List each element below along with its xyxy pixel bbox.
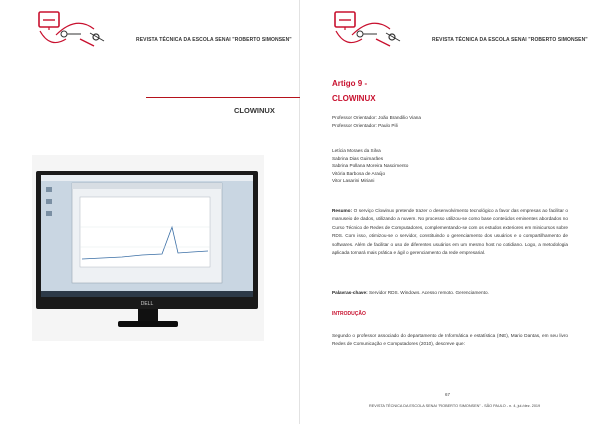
journal-logo-icon (36, 9, 106, 53)
keywords-text: Servidor RDS. Windows. Acesso remoto. Gerenciamento. (369, 290, 489, 295)
keywords-paragraph (332, 289, 568, 297)
section-title: CLOWINUX (234, 106, 275, 115)
page-footer: REVISTA TÉCNICA DA ESCOLA SENAI "ROBERTO SIMONSEN" - SÃO PAULO - n. 4, jul./dez. 2019 (369, 404, 541, 408)
advisors-list (332, 114, 421, 129)
introduction-heading: INTRODUÇÃO (332, 311, 366, 317)
article-title: CLOWINUX (332, 94, 376, 103)
page-number: 67 (445, 392, 451, 397)
keywords-label: Palavras-chave: (332, 290, 368, 295)
introduction-paragraph (332, 332, 568, 349)
authors-list (332, 147, 408, 185)
abstract-paragraph (332, 207, 568, 257)
introduction-text: Segundo o professor associado do departamento de Informática e estatística (INE), Mario Dantas, em seu livro Redes de Comunicação e Computadores (2010), descreve que: (332, 333, 568, 347)
journal-header-text: REVISTA TÉCNICA DA ESCOLA SENAI "ROBERTO SIMONSEN" (136, 37, 292, 43)
article-number: Artigo 9 - (332, 79, 368, 88)
monitor-photo (32, 155, 264, 341)
section-rule (146, 97, 300, 98)
author-item: Letícia Moraes da Silva (332, 148, 381, 153)
author-item: Vitória Barbosa de Araújo (332, 170, 386, 176)
author-item: Sabrina Dias Guimarães (332, 155, 384, 161)
journal-logo-icon-right (332, 9, 402, 53)
advisor-item: Professor Orientador: João Brandilio Viana (332, 115, 422, 120)
page-gutter (299, 0, 300, 424)
abstract-label: Resumo: (332, 208, 353, 213)
author-item: Vitor Lasarini Miriani (332, 178, 375, 184)
advisor-item: Professor Orientador: Paulo Pili (332, 122, 398, 128)
journal-header-text-right: REVISTA TÉCNICA DA ESCOLA SENAI "ROBERTO SIMONSEN" (432, 37, 588, 43)
monitor-brand-label: DELL (140, 301, 154, 307)
abstract-text: O serviço Clowinux pretende trazer o desenvolvimento tecnológico a favor das empresas ao facilitar o manuseio de dados, utilizando a nuvem. No processo utilizou-se como base conteúdos eminentes abordados no Curso Técnico de Redes de Computadores, complementando-se com os estudos exteriores em minicursos sobre RDS. Com isso, otimizou-se o servidor, constituindo o gerenciamento dos usuários e o compartilhamento de softwares. Além de facilitar o uso de diferentes usuários em um mesmo host no cotidiano. Logo, a metodologia aplicada tornará mais prática e ágil o gerenciamento da rede empresarial. (332, 208, 568, 256)
author-item: Sabrina Pollana Moreira Nascimento (332, 163, 409, 169)
